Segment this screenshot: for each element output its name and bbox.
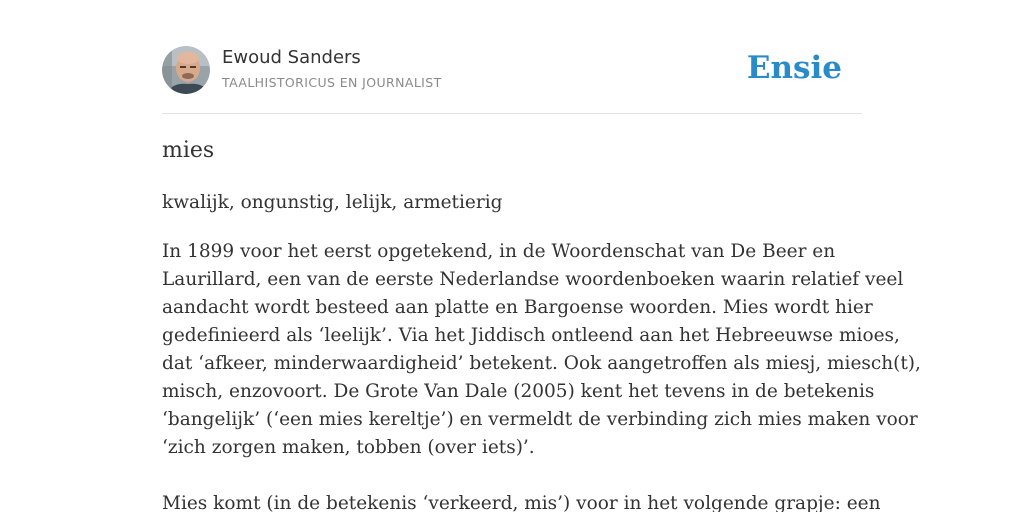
- paragraph-line: aandacht wordt besteed aan platte en Bargoense woorden. Mies wordt hier: [162, 297, 873, 318]
- entry-title: mies: [162, 138, 215, 163]
- paragraph-line: gedefinieerd als ‘leelijk’. Via het Jiddisch ontleend aan het Hebreeuwse mioes,: [162, 325, 900, 346]
- author-avatar[interactable]: [162, 46, 210, 94]
- paragraph-2: [162, 490, 881, 512]
- author-role: TAALHISTORICUS EN JOURNALIST: [222, 75, 442, 90]
- paragraph-line: ‘zich zorgen maken, tobben (over iets)’.: [162, 437, 535, 458]
- entry-definition: kwalijk, ongunstig, lelijk, armetierig: [162, 192, 503, 213]
- paragraph-line: ‘bangelijk’ (‘een mies kereltje’) en vermeldt de verbinding zich mies maken voor: [162, 409, 918, 430]
- paragraph-line: Laurillard, een van de eerste Nederlandse woordenboeken waarin relatief veel: [162, 269, 904, 290]
- avatar-photo-icon: [162, 46, 210, 94]
- paragraph-line: dat ‘afkeer, minderwaardigheid’ betekent. Ook aangetroffen als miesj, miesch(t),: [162, 353, 921, 374]
- author-name[interactable]: Ewoud Sanders: [222, 47, 361, 68]
- entry-body: [162, 238, 921, 512]
- paragraph-line: misch, enzovoort. De Grote Van Dale (2005) kent het tevens in de betekenis: [162, 381, 875, 402]
- paragraph-line: Mies komt (in de betekenis ‘verkeerd, mis’) voor in het volgende grapje: een: [162, 493, 881, 512]
- brand-logo[interactable]: Ensie: [746, 50, 842, 86]
- paragraph-1: [162, 238, 921, 462]
- paragraph-line: In 1899 voor het eerst opgetekend, in de Woordenschat van De Beer en: [162, 241, 836, 262]
- author-header: [162, 46, 862, 114]
